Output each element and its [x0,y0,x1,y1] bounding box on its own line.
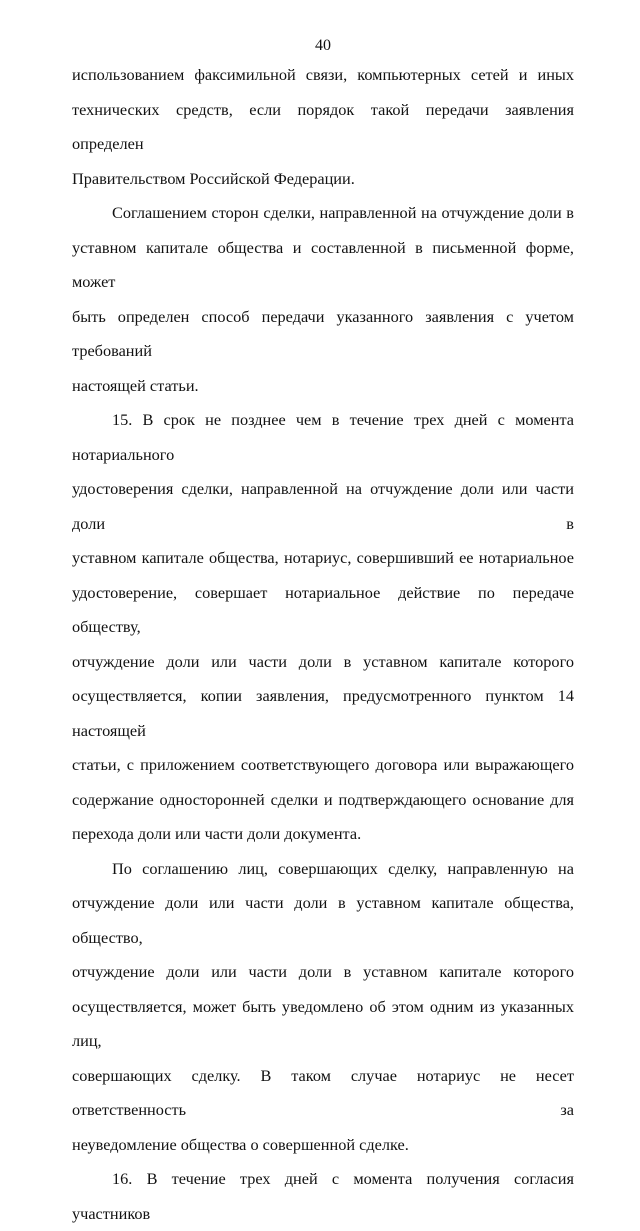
paragraph-line: удостоверения сделки, направленной на отчуждение доли или части доли в [72,479,574,533]
paragraph-agreement [72,852,574,1163]
paragraph-line: перехода доли или части доли документа. [72,824,362,843]
page-number: 40 [315,37,331,54]
paragraph-line: содержание односторонней сделки и подтверждающего основание для [72,789,574,809]
paragraph-line: неуведомление общества о совершенной сделке. [72,1134,409,1154]
paragraph-16 [72,1162,574,1231]
paragraph-15 [72,403,574,852]
paragraph-line: быть определен способ передачи указанного заявления с учетом требований [72,306,574,360]
paragraph-line: уставном капитале общества и составленной в письменной форме, может [72,237,574,291]
paragraph-line: осуществляется, копии заявления, предусмотренного пунктом 14 настоящей [72,686,574,740]
paragraph-line: 16. В течение трех дней с момента получения согласия участников [72,1169,574,1223]
paragraph-line: технических средств, если порядок такой передачи заявления определен [72,99,574,153]
paragraph-line: 15. В срок не позднее чем в течение трех дней с момента нотариального [72,410,574,464]
paragraph-line: удостоверение, совершает нотариальное действие по передаче обществу, [72,582,574,636]
paragraph-line: Правительством Российской Федерации. [72,168,355,188]
paragraph-line: отчуждение доли или части доли в уставном капитале общества, общество, [72,893,574,947]
paragraph-2 [72,196,574,403]
paragraph-line: осуществляется, может быть уведомлено об этом одним из указанных лиц, [72,996,574,1050]
paragraph-line: совершающих сделку. В таком случае нотариус не несет ответственность за [72,1065,574,1119]
paragraph-1 [72,58,574,196]
paragraph-line: статьи, с приложением соответствующего договора или выражающего [72,755,574,774]
paragraph-line: настоящей статьи. [72,375,199,395]
paragraph-line: Соглашением сторон сделки, направленной на отчуждение доли в [112,203,574,222]
paragraph-line: уставном капитале общества, нотариус, совершивший ее нотариальное [72,548,574,567]
paragraph-line: По соглашению лиц, совершающих сделку, направленную на [112,858,574,878]
paragraph-line: отчуждение доли или части доли в уставном капитале которого [72,651,574,671]
paragraph-line: отчуждение доли или части доли в уставном капитале которого [72,962,574,981]
paragraph-line: использованием факсимильной связи, компьютерных сетей и иных [72,65,574,84]
